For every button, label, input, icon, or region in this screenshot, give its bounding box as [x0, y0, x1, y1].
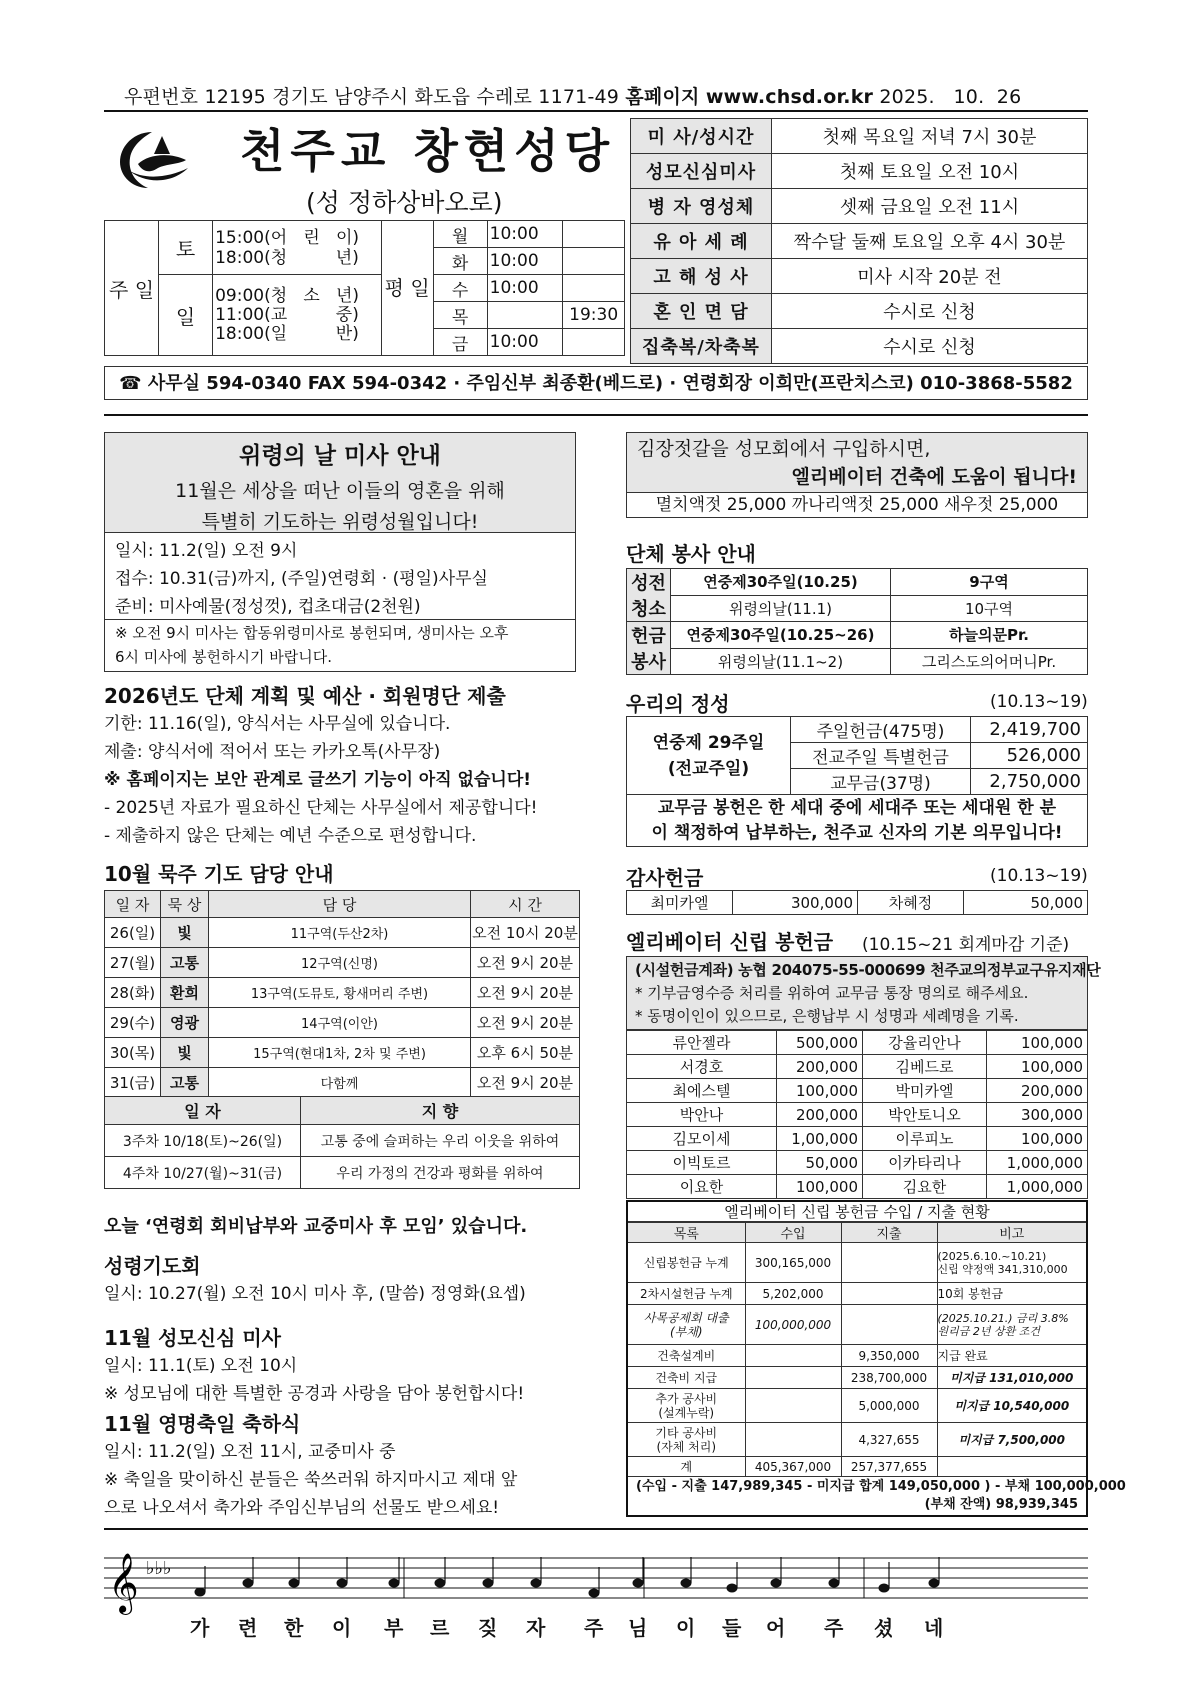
intent-header: 일 자: [105, 1097, 301, 1125]
church-name: 천주교 창현성당: [240, 124, 616, 178]
hymn-note: [633, 1579, 643, 1587]
spirit-section: [104, 1252, 526, 1308]
status-header: 비고: [937, 1223, 1086, 1243]
status-note: (2025.10.21.) 금리 3.8% 원리금 2년 상환 조건: [937, 1305, 1086, 1345]
elevator-note1: * 기부금영수증 처리를 위하여 교무금 통장 명의로 해주세요.: [635, 984, 1029, 1002]
donor-name: 이카타리나: [863, 1151, 987, 1175]
rosary-group: 12구역(신명): [209, 948, 471, 978]
service-label: 청소: [627, 595, 671, 622]
times-value: 미사 시작 20분 전: [772, 259, 1088, 294]
plan-title: 2026년도 단체 계획 및 예산 · 회원명단 제출: [104, 684, 506, 708]
section-rule: [104, 414, 1088, 416]
rosary-title: 10월 묵주 기도 담당 안내: [104, 862, 334, 886]
table-row: [627, 1103, 1088, 1127]
service-label: 성전: [627, 569, 671, 596]
service-group: 10구역: [891, 595, 1088, 622]
weekday-fri-pm: [563, 329, 625, 356]
service-label: 봉사: [627, 648, 671, 675]
hymn-note: [929, 1579, 939, 1587]
kimchi-box: [626, 432, 1088, 518]
memorial-mass-box: [104, 432, 576, 672]
offering-amount: 2,750,000: [971, 769, 1088, 795]
status-expense: 9,350,000: [841, 1345, 937, 1367]
spirit-title: 성령기도회: [104, 1254, 201, 1278]
hymn-note: [243, 1579, 253, 1587]
phone-icon: ☎: [119, 373, 142, 394]
status-table: [628, 1222, 1086, 1477]
offering-week-sub: (전교주일): [667, 758, 750, 779]
rosary-time: 오전 10시 20분: [471, 918, 580, 948]
spirit-line1: 일시: 10.27(월) 오전 10시 미사 후, (말씀) 정영화(요셉): [104, 1284, 526, 1304]
feast-line3: 으로 나오셔서 축가와 주임신부님의 선물도 받으세요!: [104, 1498, 500, 1518]
rosary-group: 14구역(이안): [209, 1008, 471, 1038]
svg-text:𝄞: 𝄞: [108, 1553, 139, 1613]
rosary-time: 오전 9시 20분: [471, 948, 580, 978]
intent-week: 4주차 10/27(월)~31(금): [105, 1157, 301, 1189]
status-income: 100,000,000: [745, 1305, 841, 1345]
hymn-syllable: 님: [628, 1616, 648, 1640]
hymn-syllable: 이: [676, 1616, 696, 1640]
table-row: [105, 1157, 580, 1189]
donor-amount: 50,000: [777, 1151, 863, 1175]
table-row: [628, 1243, 1086, 1283]
weekday-wed-am: 10:00: [487, 275, 563, 302]
homepage-url[interactable]: www.chsd.or.kr: [705, 86, 874, 108]
table-row: [627, 1175, 1088, 1199]
status-header: 수입: [745, 1223, 841, 1243]
status-income: [745, 1389, 841, 1423]
hymn-note: [681, 1579, 691, 1587]
weekday-tue: 화: [433, 248, 487, 275]
donor-name: 김모이세: [627, 1127, 777, 1151]
memorial-note1: ※ 오전 9시 미사는 합동위령미사로 봉헌되며, 생미사는 오후: [115, 624, 509, 642]
times-value: 짝수달 둘째 토요일 오후 4시 30분: [772, 224, 1088, 259]
status-income: 300,165,000: [745, 1243, 841, 1283]
feast-line1: 일시: 11.2(일) 오전 11시, 교중미사 중: [104, 1442, 396, 1462]
weekday-wed-pm: [563, 275, 625, 302]
rosary-mystery: 빛: [161, 1038, 209, 1068]
donor-amount: 1,000,000: [987, 1175, 1088, 1199]
rosary-date: 29(수): [105, 1008, 161, 1038]
rosary-date: 28(화): [105, 978, 161, 1008]
rosary-mystery: 고통: [161, 948, 209, 978]
status-item: 계: [628, 1457, 745, 1477]
status-summary1: (수입 - 지출 147,989,345 - 미지급 합계 149,050,000 ) - 부채 100,000,000: [636, 1479, 1126, 1494]
table-row: [628, 1367, 1086, 1389]
table-row: [628, 1283, 1086, 1305]
status-expense: [841, 1283, 937, 1305]
hymn-note: [771, 1579, 781, 1587]
hymn-note: [195, 1588, 205, 1596]
status-expense: [841, 1243, 937, 1283]
intent-week: 3주차 10/18(토)~26(일): [105, 1125, 301, 1157]
donor-name: 이요한: [627, 1175, 777, 1199]
marian-line2: ※ 성모님에 대한 특별한 공경과 사랑을 담아 봉헌합시다!: [104, 1384, 525, 1404]
feast-section: [104, 1410, 517, 1522]
svg-text:♭♭♭: ♭♭♭: [146, 1558, 172, 1579]
service-group: 하늘의문Pr.: [891, 622, 1088, 649]
issue-date: 2025. 10. 26: [879, 86, 1022, 108]
hymn-syllable: 주: [584, 1616, 604, 1640]
offering-item: 교무금(37명): [791, 769, 971, 795]
donor-name: 김요한: [863, 1175, 987, 1199]
table-row: [627, 891, 1088, 915]
status-header: 목록: [628, 1223, 745, 1243]
times-key: 고 해 성 사: [631, 259, 772, 294]
rosary-mystery: 빛: [161, 918, 209, 948]
offering-period: (10.13~19): [990, 692, 1088, 712]
thanks-amount: 50,000: [964, 891, 1088, 915]
elevator-account: (시설헌금계좌) 농협 204075-55-000699 천주교의정부교구유지재단: [635, 961, 1101, 979]
rosary-intention-table: [104, 1096, 580, 1189]
memorial-line3: 준비: 미사예물(정성껏), 컵초대금(2천원): [115, 597, 421, 617]
table-row: [627, 1151, 1088, 1175]
times-value: 셋째 금요일 오전 11시: [772, 189, 1088, 224]
rosary-date: 31(금): [105, 1068, 161, 1098]
table-row: [627, 1079, 1088, 1103]
hymn-note: [435, 1579, 445, 1587]
donor-amount: 1,000,000: [987, 1151, 1088, 1175]
status-header: 지출: [841, 1223, 937, 1243]
today-notice: 오늘 ‘연령회 회비납부와 교중미사 후 모임’ 있습니다.: [104, 1216, 528, 1237]
status-income: [745, 1367, 841, 1389]
plan-line2: 제출: 양식서에 적어서 또는 카카오톡(사무장): [104, 742, 441, 762]
thanks-amount: 300,000: [733, 891, 858, 915]
rosary-time: 오전 9시 20분: [471, 978, 580, 1008]
donor-amount: 100,000: [987, 1055, 1088, 1079]
donor-amount: 100,000: [777, 1175, 863, 1199]
offering-item: 주일헌금(475명): [791, 717, 971, 743]
hymn-syllable: 이: [332, 1616, 352, 1640]
plan-line3: ※ 홈페이지는 보안 관계로 글쓰기 기능이 아직 없습니다!: [104, 770, 531, 790]
weekday-label: 평 일: [381, 221, 433, 356]
status-expense: [841, 1305, 937, 1345]
table-row: [627, 1055, 1088, 1079]
rosary-group: 11구역(두산2차): [209, 918, 471, 948]
rosary-mystery: 환희: [161, 978, 209, 1008]
footer-rule: [104, 1528, 1088, 1530]
memorial-title: 위령의 날 미사 안내: [239, 443, 441, 469]
rosary-date: 26(일): [105, 918, 161, 948]
donor-name: 이빅토르: [627, 1151, 777, 1175]
hymn-note: [337, 1579, 347, 1587]
status-income: [745, 1345, 841, 1367]
marian-line1: 일시: 11.1(토) 오전 10시: [104, 1356, 298, 1376]
donor-amount: 100,000: [777, 1079, 863, 1103]
status-item: 2차시설헌금 누계: [628, 1283, 745, 1305]
status-expense: 5,000,000: [841, 1389, 937, 1423]
status-note: 미지급 7,500,000: [937, 1423, 1086, 1457]
plan-line1: 기한: 11.16(일), 양식서는 사무실에 있습니다.: [104, 714, 451, 734]
elevator-donor-table: [626, 1030, 1088, 1199]
weekday-thu-pm: 19:30: [563, 302, 625, 329]
thanks-table: [626, 890, 1088, 915]
status-note: 10회 봉헌금: [937, 1283, 1086, 1305]
offering-note1: 교무금 봉헌은 한 세대 중에 세대주 또는 세대원 한 분: [657, 797, 1057, 818]
donor-name: 이루피노: [863, 1127, 987, 1151]
times-key: 미 사/성시간: [631, 119, 772, 154]
marian-title: 11월 성모신심 미사: [104, 1326, 281, 1350]
status-note: (2025.6.10.~10.21) 신립 약정액 341,310,000: [937, 1243, 1086, 1283]
rosary-mystery: 영광: [161, 1008, 209, 1038]
memorial-line1: 일시: 11.2(일) 오전 9시: [115, 541, 298, 561]
hymn-syllable: 한: [284, 1616, 304, 1640]
times-value: 첫째 토요일 오전 10시: [772, 154, 1088, 189]
offering-item: 전교주일 특별헌금: [791, 743, 971, 769]
elevator-status-box: [626, 1200, 1126, 1517]
status-item: 기타 공사비 (자체 처리): [628, 1423, 745, 1457]
hymn-syllable: 주: [824, 1616, 844, 1640]
offering-week: 연중제 29주일: [652, 732, 765, 753]
donor-amount: 500,000: [777, 1031, 863, 1055]
header-line: [124, 82, 1074, 109]
service-group: 그리스도의어머니Pr.: [891, 648, 1088, 675]
hymn-note: [531, 1579, 541, 1587]
weekday-mon: 월: [433, 221, 487, 248]
donor-amount: 200,000: [777, 1055, 863, 1079]
elevator-account-box: [626, 956, 1101, 1030]
hymn-syllable: 르: [430, 1616, 450, 1640]
thanks-period: (10.13~19): [990, 866, 1088, 886]
offering-title: 우리의 정성: [626, 692, 730, 716]
elevator-title: 엘리베이터 신립 봉헌금: [626, 930, 834, 954]
rosary-table: [104, 890, 580, 1098]
table-row: [628, 1389, 1086, 1423]
table-row: [105, 948, 580, 978]
times-value: 첫째 목요일 저녁 7시 30분: [772, 119, 1088, 154]
donor-amount: 300,000: [987, 1103, 1088, 1127]
table-row: [627, 1031, 1088, 1055]
weekday-tue-pm: [563, 248, 625, 275]
donor-amount: 1,00,000: [777, 1127, 863, 1151]
thanks-name: 차혜정: [858, 891, 964, 915]
rosary-mystery: 고통: [161, 1068, 209, 1098]
elevator-note2: * 동명이인이 있으므로, 은행납부 시 성명과 세례명을 기록.: [635, 1007, 1019, 1025]
rosary-header: 일 자: [105, 891, 161, 918]
rosary-time: 오전 9시 20분: [471, 1008, 580, 1038]
hymn-note: [483, 1579, 493, 1587]
donor-name: 최에스텔: [627, 1079, 777, 1103]
intent-text: 고통 중에 슬퍼하는 우리 이웃을 위하여: [301, 1125, 580, 1157]
rosary-time: 오전 9시 20분: [471, 1068, 580, 1098]
sunday-day-label: 일: [159, 275, 213, 356]
status-note: 미지급 131,010,000: [937, 1367, 1086, 1389]
address: 우편번호 12195 경기도 남양주시 화도읍 수레로 1171-49: [124, 86, 620, 108]
hymn-note: [389, 1579, 399, 1587]
hymn-syllable: 어: [766, 1616, 786, 1640]
rosary-date: 27(월): [105, 948, 161, 978]
table-row: [105, 918, 580, 948]
kimchi-line2: 엘리베이터 건축에 도움이 됩니다!: [791, 466, 1077, 488]
offering-note2: 이 책정하여 납부하는, 천주교 신자의 기본 의무입니다!: [651, 822, 1063, 843]
status-item: 건축비 지급: [628, 1367, 745, 1389]
hymn-note: [289, 1579, 299, 1587]
donor-name: 서경호: [627, 1055, 777, 1079]
rosary-group: 15구역(현대1차, 2차 및 주변): [209, 1038, 471, 1068]
sacrament-times-table: [630, 118, 1088, 364]
service-event: 연중제30주일(10.25): [671, 569, 891, 596]
memorial-line2: 접수: 10.31(금)까지, (주일)연령회 · (평일)사무실: [115, 569, 488, 589]
table-row: [105, 1038, 580, 1068]
status-expense: 4,327,655: [841, 1423, 937, 1457]
table-row: [105, 1008, 580, 1038]
service-table: [626, 568, 1088, 675]
table-row: [628, 1345, 1086, 1367]
hymn-syllable: 네: [924, 1616, 944, 1640]
offering-amount: 526,000: [971, 743, 1088, 769]
plan-line5: - 제출하지 않은 단체는 예년 수준으로 편성합니다.: [104, 826, 477, 846]
table-row: [105, 978, 580, 1008]
donor-amount: 200,000: [987, 1079, 1088, 1103]
plan-section: [104, 682, 580, 850]
elevator-note: (10.15~21 회계마감 기준): [862, 935, 1070, 955]
hymn-note: [879, 1584, 889, 1592]
status-income: [745, 1423, 841, 1457]
table-row: [105, 1125, 580, 1157]
status-title: 엘리베이터 신립 봉헌금 수입 / 지출 현황: [628, 1202, 1086, 1222]
hymn-note: [829, 1579, 839, 1587]
kimchi-line1: 김장젓갈을 성모회에서 구입하시면,: [637, 438, 931, 460]
header-rule: [104, 110, 1088, 112]
service-event: 연중제30주일(10.25~26): [671, 622, 891, 649]
status-income: 405,367,000: [745, 1457, 841, 1477]
hymn-note: [589, 1589, 599, 1597]
donor-name: 박미카엘: [863, 1079, 987, 1103]
rosary-header: 담 당: [209, 891, 471, 918]
status-item: 추가 공사비 (설계누락): [628, 1389, 745, 1423]
feast-line2: ※ 축일을 맞이하신 분들은 쑥쓰러워 하지마시고 제대 앞: [104, 1470, 518, 1490]
hymn-note: [727, 1584, 737, 1592]
weekday-wed: 수: [433, 275, 487, 302]
times-key: 혼 인 면 담: [631, 294, 772, 329]
church-logo-icon: [114, 124, 194, 194]
memorial-sub2: 특별히 기도하는 위령성월입니다!: [201, 511, 479, 533]
feast-title: 11월 영명축일 축하식: [104, 1412, 301, 1436]
status-item: 신립봉헌금 누계: [628, 1243, 745, 1283]
status-note: 지급 완료: [937, 1345, 1086, 1367]
service-event: 위령의날(11.1~2): [671, 648, 891, 675]
memorial-note2: 6시 미사에 봉헌하시기 바랍니다.: [115, 648, 332, 666]
rosary-header: 시 간: [471, 891, 580, 918]
status-note: [937, 1457, 1086, 1477]
church-patron: (성 정하상바오로): [306, 188, 503, 217]
status-income: 5,202,000: [745, 1283, 841, 1305]
times-value: 수시로 신청: [772, 329, 1088, 364]
donor-name: 박안나: [627, 1103, 777, 1127]
weekday-mon-pm: [563, 221, 625, 248]
saturday-times: 15:00(어 린 이) 18:00(청 년): [213, 221, 382, 275]
status-item: 사목공제회 대출 (부채): [628, 1305, 745, 1345]
hymn-staff: [104, 1540, 1088, 1622]
offering-table: [626, 716, 1088, 847]
intent-header: 지 향: [301, 1097, 580, 1125]
status-summary2: (부채 잔액) 98,939,345: [924, 1497, 1078, 1512]
table-row: [628, 1423, 1086, 1457]
hymn-syllable: 들: [722, 1616, 742, 1640]
service-group: 9구역: [891, 569, 1088, 596]
donor-name: 강율리안나: [863, 1031, 987, 1055]
rosary-date: 30(목): [105, 1038, 161, 1068]
kimchi-prices: 멸치액젓 25,000 까나리액젓 25,000 새우젓 25,000: [655, 495, 1059, 515]
times-key: 성모신심미사: [631, 154, 772, 189]
table-row: [105, 1068, 580, 1098]
weekday-fri-am: 10:00: [487, 329, 563, 356]
times-key: 집축복/차축복: [631, 329, 772, 364]
mass-schedule-table: [104, 220, 625, 356]
weekday-thu-am: [487, 302, 563, 329]
table-row: [628, 1305, 1086, 1345]
memorial-sub1: 11월은 세상을 떠난 이들의 영혼을 위해: [175, 480, 505, 502]
marian-section: [104, 1324, 524, 1408]
hymn-syllable: 가: [190, 1616, 210, 1640]
donor-amount: 100,000: [987, 1127, 1088, 1151]
times-key: 병 자 영성체: [631, 189, 772, 224]
saturday-label: 토: [159, 221, 213, 275]
rosary-time: 오후 6시 50분: [471, 1038, 580, 1068]
hymn-syllable: 자: [526, 1616, 546, 1640]
hymn-syllable: 셨: [874, 1616, 894, 1640]
donor-name: 김베드로: [863, 1055, 987, 1079]
times-value: 수시로 신청: [772, 294, 1088, 329]
times-key: 유 아 세 례: [631, 224, 772, 259]
offering-amount: 2,419,700: [971, 717, 1088, 743]
status-note: 미지급 10,540,000: [937, 1389, 1086, 1423]
hymn-syllable: 부: [384, 1616, 404, 1640]
plan-line4: - 2025년 자료가 필요하신 단체는 사무실에서 제공합니다!: [104, 798, 538, 818]
thanks-title: 감사헌금: [626, 866, 704, 890]
thanks-name: 최미카엘: [627, 891, 733, 915]
hymn-syllable: 련: [238, 1616, 258, 1640]
intent-text: 우리 가정의 건강과 평화를 위하여: [301, 1157, 580, 1189]
service-event: 위령의날(11.1): [671, 595, 891, 622]
sunday-label: 주 일: [105, 221, 159, 356]
status-expense: 257,377,655: [841, 1457, 937, 1477]
rosary-group: 13구역(도뮤토, 황새머리 주변): [209, 978, 471, 1008]
weekday-mon-am: 10:00: [487, 221, 563, 248]
hymn-lyrics: [104, 1612, 1088, 1642]
weekday-thu: 목: [433, 302, 487, 329]
table-row: [627, 1127, 1088, 1151]
weekday-fri: 금: [433, 329, 487, 356]
office-contact-bar: [104, 366, 1088, 400]
office-contact: 사무실 594-0340 FAX 594-0342 · 주임신부 최종환(베드로) · 연령회장 이희만(프란치스코) 010-3868-5582: [147, 373, 1073, 394]
service-label: 헌금: [627, 622, 671, 649]
sunday-times: 09:00(청 소 년) 11:00(교 중) 18:00(일 반): [213, 275, 382, 356]
status-expense: 238,700,000: [841, 1367, 937, 1389]
hymn-syllable: 짖: [478, 1616, 498, 1640]
donor-name: 류안젤라: [627, 1031, 777, 1055]
donor-amount: 100,000: [987, 1031, 1088, 1055]
rosary-group: 다함께: [209, 1068, 471, 1098]
homepage-label: 홈페이지: [625, 86, 700, 108]
rosary-header: 묵 상: [161, 891, 209, 918]
weekday-tue-am: 10:00: [487, 248, 563, 275]
service-title: 단체 봉사 안내: [626, 542, 756, 566]
status-item: 건축설계비: [628, 1345, 745, 1367]
table-row: [628, 1457, 1086, 1477]
donor-name: 박안토니오: [863, 1103, 987, 1127]
donor-amount: 200,000: [777, 1103, 863, 1127]
